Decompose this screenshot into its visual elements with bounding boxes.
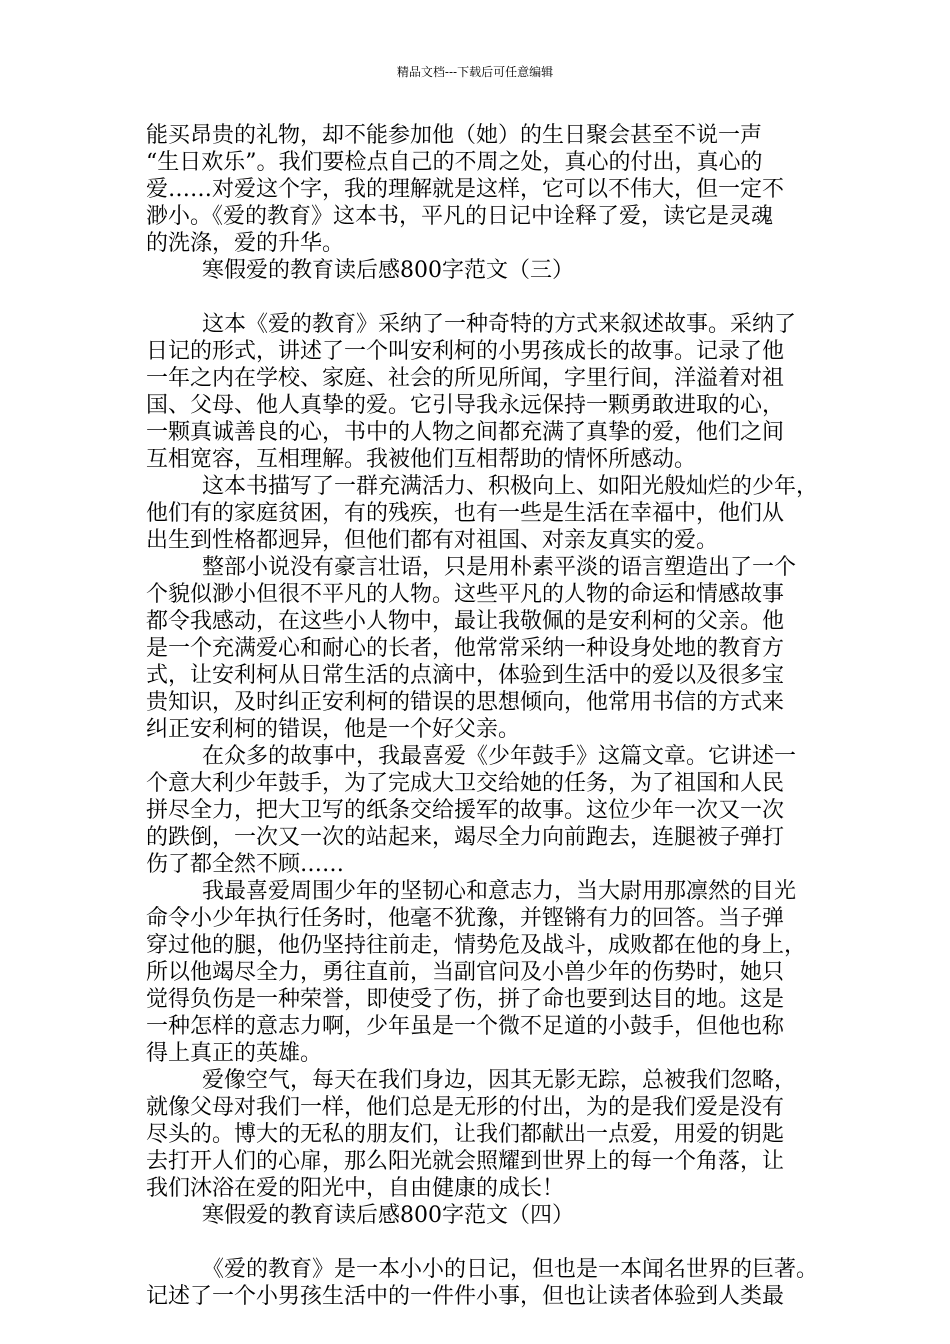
text-line: 记述了一个小男孩生活中的一件件小事，但也让读者体验到人类最 (146, 1284, 785, 1309)
text-line: 式，让安利柯从日常生活的点滴中，体验到生活中的爱以及很多宝 (146, 663, 785, 688)
blank-line (146, 1229, 826, 1256)
text-line: 尽头的。博大的无私的朋友们，让我们都献出一点爱，用爱的钥匙 (146, 1122, 785, 1147)
text-line: 国、父母、他人真挚的爱。它引导我永远保持一颗勇敢进取的心， (146, 393, 785, 418)
text-line: 爱……对爱这个字，我的理解就是这样，它可以不伟大，但一定不 (146, 177, 785, 202)
text-line: 能买昂贵的礼物，却不能参加他（她）的生日聚会甚至不说一声 (146, 123, 763, 148)
text-line: 《爱的教育》是一本小小的日记，但也是一本闻名世界的巨著。 (202, 1257, 819, 1282)
text-line: 就像父母对我们一样，他们总是无形的付出，为的是我们爱是没有 (146, 1095, 785, 1120)
text-line: 是一个充满爱心和耐心的长者，他常常采纳一种设身处地的教育方 (146, 636, 785, 661)
text-line: 我最喜爱周围少年的坚韧心和意志力，当大尉用那凛然的目光 (202, 879, 797, 904)
text-line: 个意大利少年鼓手，为了完成大卫交给她的任务，为了祖国和人民 (146, 771, 785, 796)
text-line: 整部小说没有豪言壮语，只是用朴素平淡的语言塑造出了一个 (202, 555, 797, 580)
text-line: 日记的形式，讲述了一个叫安利柯的小男孩成长的故事。记录了他 (146, 339, 785, 364)
text-line: 他们有的家庭贫困，有的残疾，也有一些是生活在幸福中，他们从 (146, 501, 785, 526)
text-line: 的跌倒，一次又一次的站起来，竭尽全力向前跑去，连腿被子弹打 (146, 825, 785, 850)
text-line: 这本书描写了一群充满活力、积极向上、如阳光般灿烂的少年， (202, 474, 819, 499)
text-line: 觉得负伤是一种荣誉，即使受了伤，拼了命也要到达目的地。这是 (146, 987, 785, 1012)
text-line: 在众多的故事中，我最喜爱《少年鼓手》这篇文章。它讲述一 (202, 744, 797, 769)
text-line: 穿过他的腿，他仍坚持往前走，情势危及战斗，成败都在他的身上， (146, 933, 807, 958)
text-line: 的洗涤，爱的升华。 (146, 231, 345, 256)
text-line: 渺小。《爱的教育》这本书，平凡的日记中诠释了爱，读它是灵魂 (146, 204, 774, 229)
text-line: 得上真正的英雄。 (146, 1041, 323, 1066)
text-line: 出生到性格都迥异，但他们都有对祖国、对亲友真实的爱。 (146, 528, 719, 553)
text-line: 所以他竭尽全力，勇往直前，当副官问及小兽少年的伤势时，她只 (146, 960, 785, 985)
blank-line (146, 284, 826, 311)
text-line: 爱像空气，每天在我们身边，因其无影无踪，总被我们忽略， (202, 1068, 797, 1093)
text-line: 去打开人们的心扉，那么阳光就会照耀到世界上的每一个角落，让 (146, 1149, 785, 1174)
text-line: 都令我感动，在这些小人物中，最让我敬佩的是安利柯的父亲。他 (146, 609, 785, 634)
section-heading: 寒假爱的教育读后感800字范文（三） (202, 258, 574, 283)
text-line: 拼尽全力，把大卫写的纸条交给援军的故事。这位少年一次又一次 (146, 798, 785, 823)
document-body (146, 122, 826, 1310)
text-line: 一颗真诚善良的心，书中的人物之间都充满了真挚的爱，他们之间 (146, 420, 785, 445)
text-line: 互相宽容，互相理解。我被他们互相帮助的情怀所感动。 (146, 447, 697, 472)
text-line: 一年之内在学校、家庭、社会的所见所闻，字里行间，洋溢着对祖 (146, 366, 785, 391)
section-heading: 寒假爱的教育读后感800字范文（四） (202, 1203, 574, 1228)
text-line: 纠正安利柯的错误，他是一个好父亲。 (146, 717, 521, 742)
text-line: 一种怎样的意志力啊，少年虽是一个微不足道的小鼓手，但他也称 (146, 1014, 785, 1039)
text-line: 贵知识，及时纠正安利柯的错误的思想倾向，他常用书信的方式来 (146, 690, 785, 715)
text-line: 这本《爱的教育》采纳了一种奇特的方式来叙述故事。采纳了 (202, 312, 797, 337)
text-line: “生日欢乐”。我们要检点自己的不周之处，真心的付出，真心的 (146, 150, 763, 175)
text-line: 个貌似渺小但很不平凡的人物。这些平凡的人物的命运和情感故事 (146, 582, 785, 607)
text-line: 命令小少年执行任务时，他毫不犹豫，并铿锵有力的回答。当子弹 (146, 906, 785, 931)
text-line: 伤了都全然不顾…… (146, 852, 345, 877)
text-line: 我们沐浴在爱的阳光中，自由健康的成长！ (146, 1176, 565, 1201)
page-header: 精品文档---下载后可任意编辑 (396, 65, 554, 79)
